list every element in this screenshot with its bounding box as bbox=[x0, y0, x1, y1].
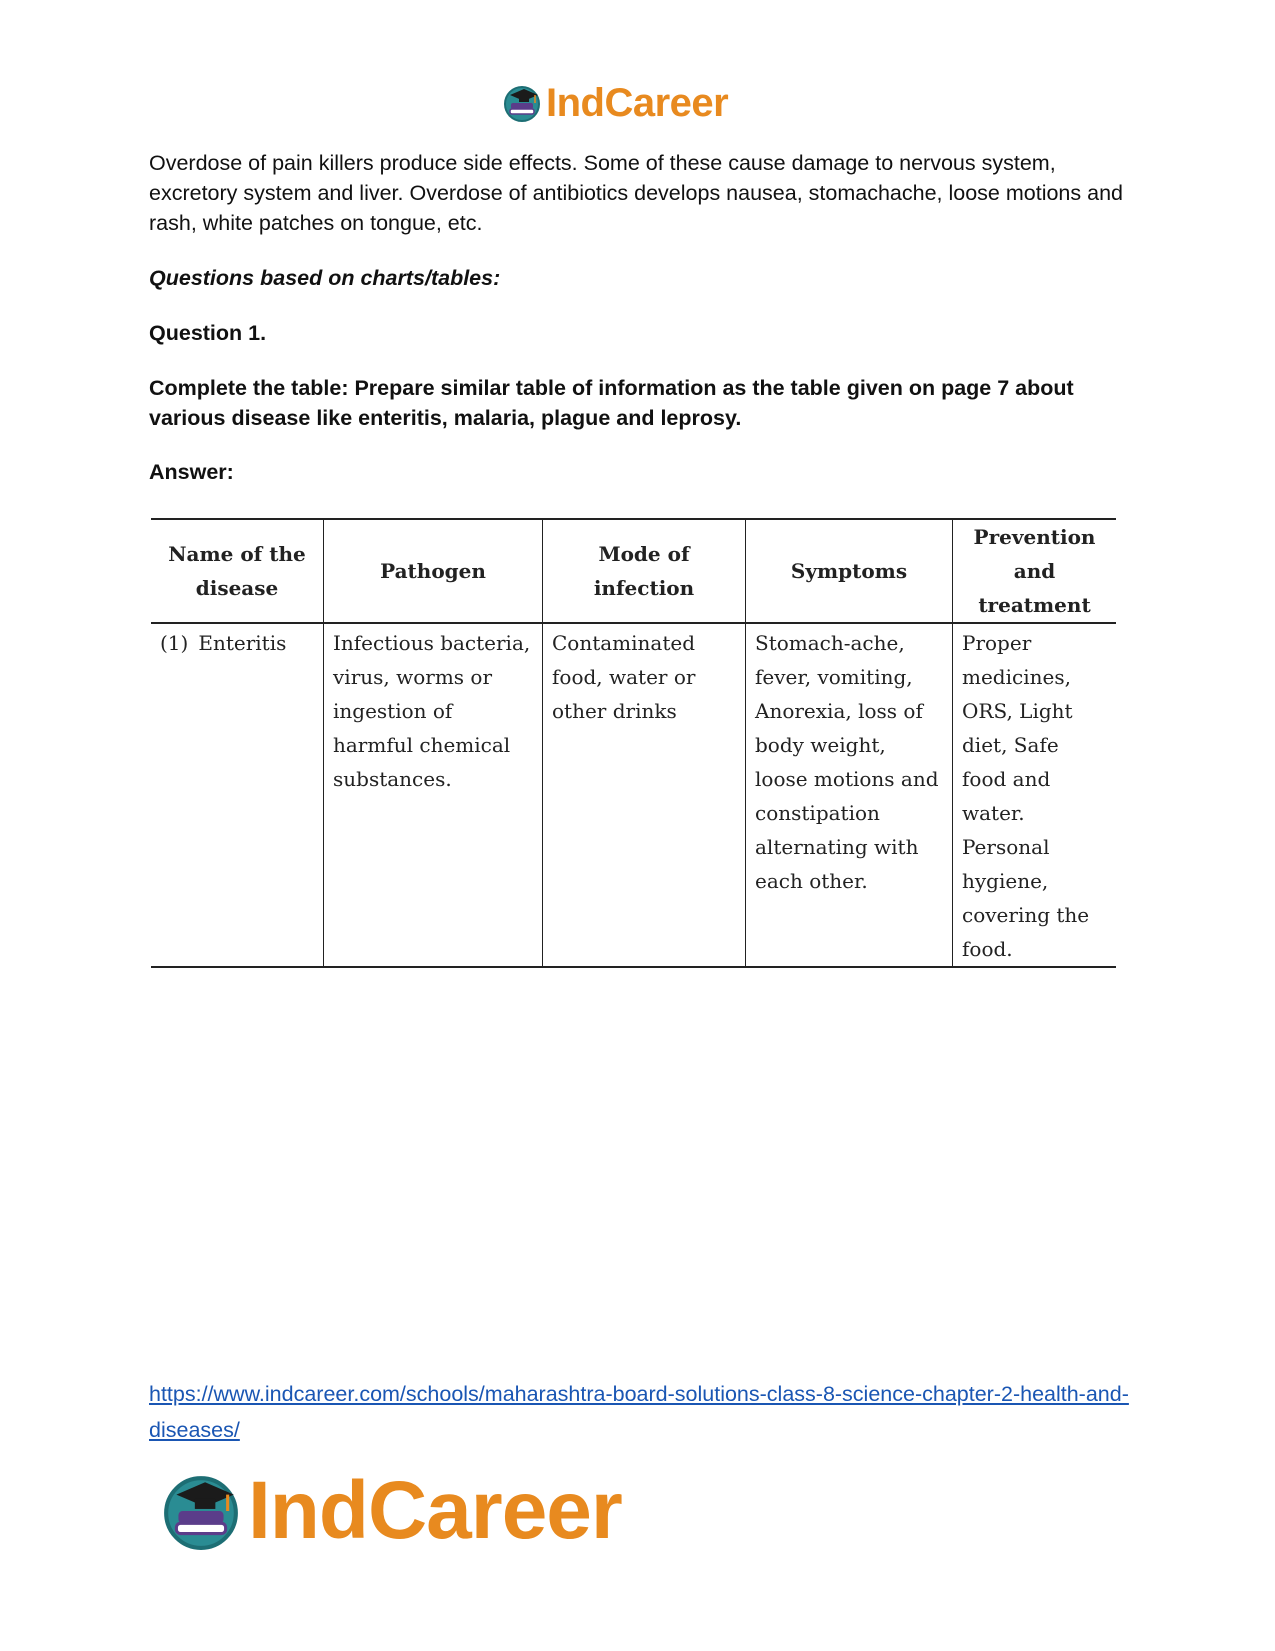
header-prevention-treatment: Prevention and treatment bbox=[953, 519, 1117, 623]
logo-wordmark: IndCareer bbox=[546, 81, 729, 125]
cell-mode-of-infection: Contaminated food, water or other drinks bbox=[543, 623, 746, 967]
table-header-row bbox=[151, 519, 1116, 623]
disease-table bbox=[151, 518, 1116, 968]
graduation-cap-book-globe-icon bbox=[160, 1470, 242, 1552]
row-number: (1) bbox=[160, 631, 189, 655]
answer-label: Answer: bbox=[149, 460, 234, 484]
cell-symptoms: Stomach-ache, fever, vomiting, Anorexia, loss of body weight, loose motions and constipation alternating with each other. bbox=[746, 623, 953, 967]
header-pathogen: Pathogen bbox=[324, 519, 543, 623]
graduation-cap-book-globe-icon bbox=[502, 83, 542, 123]
question-text: Complete the table: Prepare similar table of information as the table given on page 7 about various disease like enteritis, malaria, plague and leprosy. bbox=[149, 376, 1074, 430]
header-name-of-disease: Name of the disease bbox=[151, 519, 324, 623]
cell-prevention-treatment: Proper medicines, ORS, Light diet, Safe food and water. Personal hygiene, covering the food. bbox=[953, 623, 1117, 967]
indcareer-logo-top bbox=[502, 80, 728, 126]
logo-wordmark: IndCareer bbox=[248, 1465, 622, 1556]
question-label: Question 1. bbox=[149, 321, 267, 345]
header-mode-of-infection: Mode of infection bbox=[543, 519, 746, 623]
table-row bbox=[151, 623, 1116, 967]
disease-name: Enteritis bbox=[198, 631, 287, 655]
cell-pathogen: Infectious bacteria, virus, worms or ingestion of harmful chemical substances. bbox=[324, 623, 543, 967]
section-heading: Questions based on charts/tables: bbox=[149, 266, 501, 290]
source-link[interactable]: https://www.indcareer.com/schools/maharashtra-board-solutions-class-8-science-chapter-2-health-and-diseases/ bbox=[149, 1382, 1129, 1442]
header-symptoms: Symptoms bbox=[746, 519, 953, 623]
indcareer-logo-bottom bbox=[160, 1466, 622, 1556]
disease-table-image bbox=[151, 518, 1116, 961]
cell-disease-name bbox=[151, 623, 324, 967]
intro-paragraph: Overdose of pain killers produce side effects. Some of these cause damage to nervous system, excretory system and liver. Overdose of antibiotics develops nausea, stomachache, loose motions and rash, white patches on tongue, etc. bbox=[149, 151, 1123, 235]
